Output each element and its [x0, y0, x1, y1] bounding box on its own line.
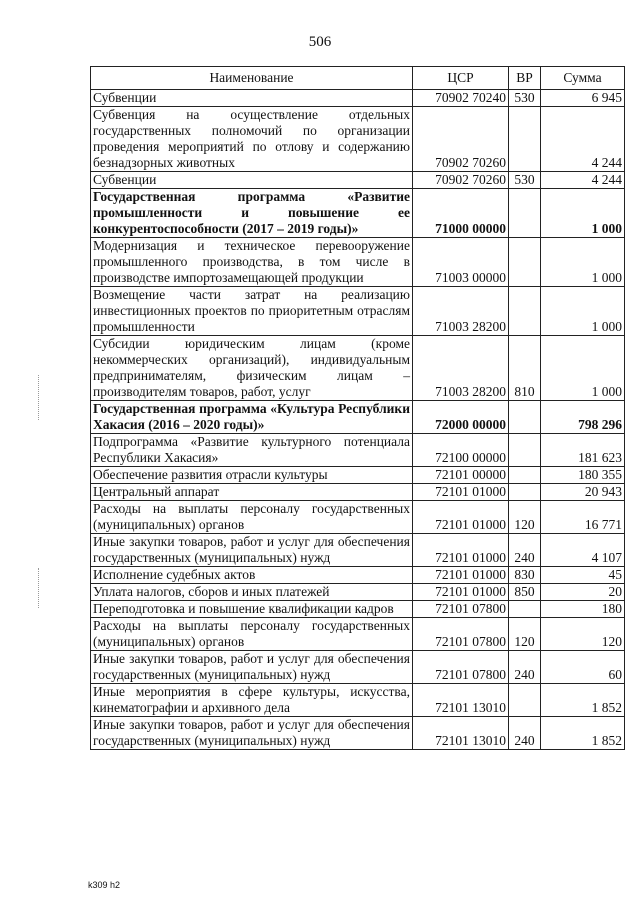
- cell-vr: [509, 467, 541, 484]
- cell-name: Переподготовка и повышение квалификации кадров: [91, 601, 413, 618]
- table-row: [91, 189, 625, 238]
- cell-vr: 120: [509, 618, 541, 651]
- cell-csr: 72101 07800: [413, 601, 509, 618]
- cell-vr: 120: [509, 501, 541, 534]
- cell-csr: 71003 28200: [413, 287, 509, 336]
- table-row: [91, 238, 625, 287]
- footer-code: k309 h2: [88, 880, 121, 890]
- cell-csr: 71003 28200: [413, 336, 509, 401]
- table-row: [91, 584, 625, 601]
- page-number: 506: [308, 34, 332, 50]
- cell-name: Субвенции: [91, 172, 413, 189]
- cell-vr: 830: [509, 567, 541, 584]
- cell-sum: 4 244: [541, 107, 625, 172]
- budget-table: [90, 66, 625, 750]
- table-row: [91, 434, 625, 467]
- table-row: [91, 684, 625, 717]
- cell-vr: 240: [509, 651, 541, 684]
- cell-sum: 1 000: [541, 238, 625, 287]
- header-csr: ЦСР: [413, 67, 509, 90]
- cell-vr: [509, 287, 541, 336]
- cell-name: Субвенции: [91, 90, 413, 107]
- cell-vr: 240: [509, 534, 541, 567]
- table-row: [91, 107, 625, 172]
- cell-csr: 72101 07800: [413, 618, 509, 651]
- header-name: Наименование: [91, 67, 413, 90]
- table-row: [91, 172, 625, 189]
- cell-name: Возмещение части затрат на реализацию инвестиционных проектов по приоритетным отраслям промышленности: [91, 287, 413, 336]
- cell-csr: 72101 01000: [413, 567, 509, 584]
- cell-vr: [509, 401, 541, 434]
- cell-vr: 530: [509, 90, 541, 107]
- cell-vr: 240: [509, 717, 541, 750]
- table-row: [91, 90, 625, 107]
- cell-vr: [509, 684, 541, 717]
- table-row: [91, 467, 625, 484]
- cell-name: Иные закупки товаров, работ и услуг для обеспечения государственных (муниципальных) нужд: [91, 651, 413, 684]
- table-row: [91, 618, 625, 651]
- header-vr: ВР: [509, 67, 541, 90]
- cell-vr: [509, 238, 541, 287]
- cell-csr: 70902 70240: [413, 90, 509, 107]
- cell-name: Расходы на выплаты персоналу государственных (муниципальных) органов: [91, 501, 413, 534]
- cell-sum: 798 296: [541, 401, 625, 434]
- cell-sum: 4 244: [541, 172, 625, 189]
- table-header-row: [91, 67, 625, 90]
- cell-csr: 71003 00000: [413, 238, 509, 287]
- cell-name: Исполнение судебных актов: [91, 567, 413, 584]
- cell-name: Обеспечение развития отрасли культуры: [91, 467, 413, 484]
- cell-name: Уплата налогов, сборов и иных платежей: [91, 584, 413, 601]
- cell-csr: 72101 01000: [413, 584, 509, 601]
- cell-csr: 72101 01000: [413, 484, 509, 501]
- cell-sum: 20: [541, 584, 625, 601]
- table-row: [91, 484, 625, 501]
- cell-csr: 72101 13010: [413, 717, 509, 750]
- cell-name: Расходы на выплаты персоналу государственных (муниципальных) органов: [91, 618, 413, 651]
- cell-csr: 72101 01000: [413, 501, 509, 534]
- cell-vr: 530: [509, 172, 541, 189]
- margin-dots-lower: [38, 568, 41, 608]
- cell-sum: 45: [541, 567, 625, 584]
- cell-name: Иные мероприятия в сфере культуры, искусства, кинематографии и архивного дела: [91, 684, 413, 717]
- cell-name: Подпрограмма «Развитие культурного потенциала Республики Хакасия»: [91, 434, 413, 467]
- table-row: [91, 567, 625, 584]
- cell-csr: 72101 13010: [413, 684, 509, 717]
- cell-vr: 850: [509, 584, 541, 601]
- cell-name: Центральный аппарат: [91, 484, 413, 501]
- cell-csr: 72101 00000: [413, 467, 509, 484]
- cell-sum: 1 000: [541, 189, 625, 238]
- header-sum: Сумма: [541, 67, 625, 90]
- table-row: [91, 287, 625, 336]
- cell-name: Субвенция на осуществление отдельных государственных полномочий по организации проведения мероприятий по отлову и содержанию безнадзорных животных: [91, 107, 413, 172]
- cell-sum: 6 945: [541, 90, 625, 107]
- cell-csr: 70902 70260: [413, 172, 509, 189]
- cell-sum: 1 000: [541, 336, 625, 401]
- cell-sum: 1 852: [541, 717, 625, 750]
- table-row: [91, 401, 625, 434]
- cell-csr: 72100 00000: [413, 434, 509, 467]
- cell-sum: 120: [541, 618, 625, 651]
- margin-dots-upper: [38, 375, 41, 420]
- table-body: [91, 90, 625, 750]
- table-row: [91, 717, 625, 750]
- table-row: [91, 336, 625, 401]
- table-row: [91, 651, 625, 684]
- table-row: [91, 534, 625, 567]
- cell-sum: 1 000: [541, 287, 625, 336]
- cell-sum: 16 771: [541, 501, 625, 534]
- cell-csr: 72000 00000: [413, 401, 509, 434]
- cell-vr: [509, 601, 541, 618]
- cell-csr: 72101 07800: [413, 651, 509, 684]
- table-row: [91, 601, 625, 618]
- cell-name: Государственная программа «Культура Республики Хакасия (2016 – 2020 годы)»: [91, 401, 413, 434]
- cell-name: Модернизация и техническое перевооружение промышленного производства, в том числе в производстве импортозамещающей продукции: [91, 238, 413, 287]
- cell-name: Субсидии юридическим лицам (кроме некоммерческих организаций), индивидуальным предпринимателям, физическим лицам – производителям товаров, работ, услуг: [91, 336, 413, 401]
- cell-csr: 72101 01000: [413, 534, 509, 567]
- cell-vr: [509, 189, 541, 238]
- cell-csr: 70902 70260: [413, 107, 509, 172]
- cell-vr: 810: [509, 336, 541, 401]
- cell-sum: 180: [541, 601, 625, 618]
- table-row: [91, 501, 625, 534]
- cell-vr: [509, 484, 541, 501]
- cell-sum: 181 623: [541, 434, 625, 467]
- cell-sum: 20 943: [541, 484, 625, 501]
- cell-name: Иные закупки товаров, работ и услуг для обеспечения государственных (муниципальных) нужд: [91, 534, 413, 567]
- cell-sum: 1 852: [541, 684, 625, 717]
- cell-csr: 71000 00000: [413, 189, 509, 238]
- cell-vr: [509, 434, 541, 467]
- cell-sum: 4 107: [541, 534, 625, 567]
- cell-vr: [509, 107, 541, 172]
- cell-name: Государственная программа «Развитие промышленности и повышение ее конкурентоспособности (2017 – 2019 годы)»: [91, 189, 413, 238]
- cell-sum: 180 355: [541, 467, 625, 484]
- cell-name: Иные закупки товаров, работ и услуг для обеспечения государственных (муниципальных) нужд: [91, 717, 413, 750]
- cell-sum: 60: [541, 651, 625, 684]
